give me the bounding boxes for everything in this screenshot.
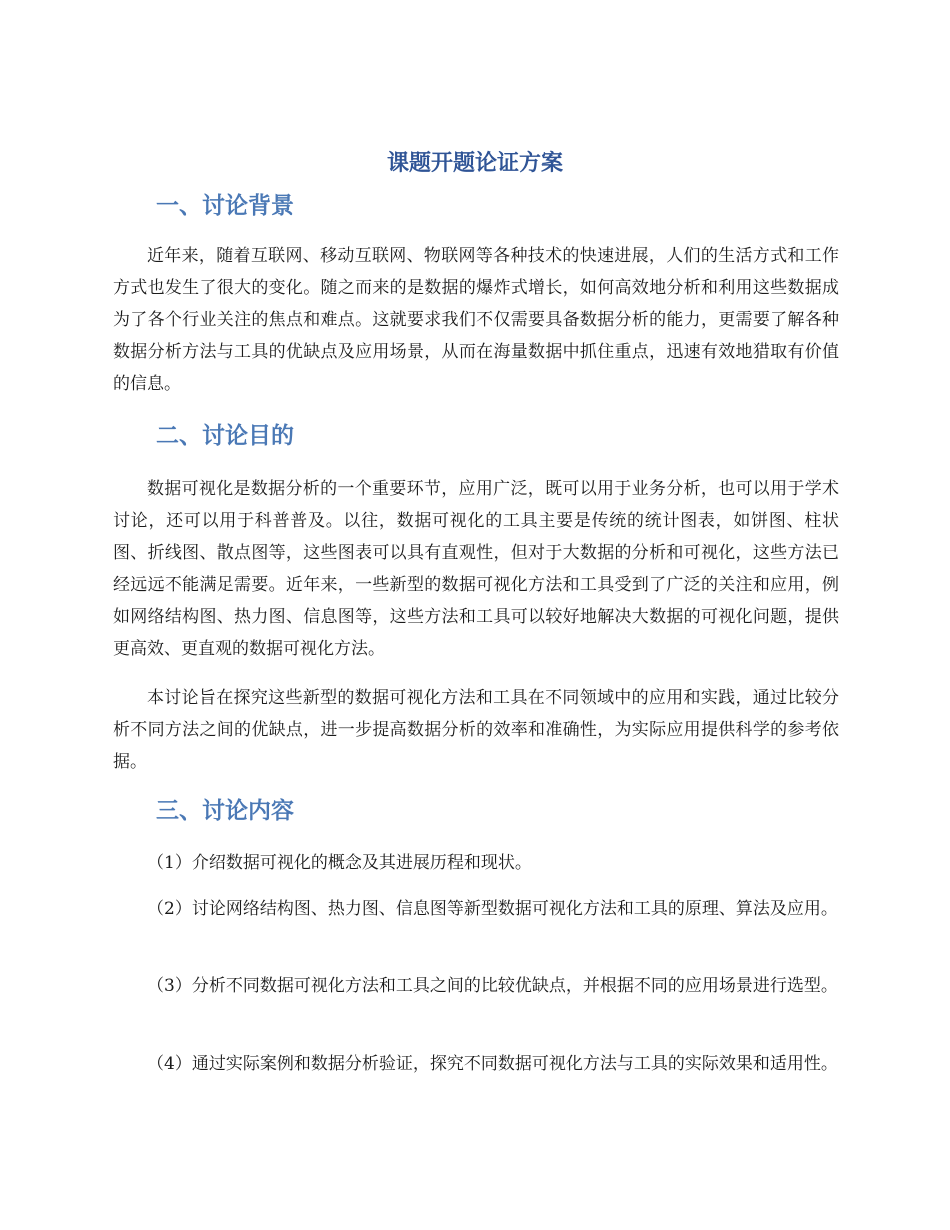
page-title: 课题开题论证方案 — [386, 151, 563, 176]
section-heading-content: 三、讨论内容 — [156, 798, 294, 824]
purpose-paragraph-1: 数据可视化是数据分析的一个重要环节，应用广泛，既可以用于业务分析，也可以用于学术讨论，还可以用于科普普及。以往，数据可视化的工具主要是传统的统计图表，如饼图、柱状图、折线图、散点图等，这些图表可以具有直观性，但对于大数据的分析和可视化，这些方法已经远远不能满足需要。近年来，一些新型的数据可视化方法和工具受到了广泛的关注和应用，例如网络结构图、热力图、信息图等，这些方法和工具可以较好地解决大数据的可视化问题，提供更高效、更直观的数据可视化方法。 — [113, 479, 839, 659]
background-paragraph: 近年来，随着互联网、移动互联网、物联网等各种技术的快速进展，人们的生活方式和工作方式也发生了很大的变化。随之而来的是数据的爆炸式增长，如何高效地分析和利用这些数据成为了各个行业关注的焦点和难点。这就要求我们不仅需要具备数据分析的能力，更需要了解各种数据分析方法与工具的优缺点及应用场景，从而在海量数据中抓住重点，迅速有效地猎取有价值的信息。 — [113, 246, 839, 394]
content-item-1: （1）介绍数据可视化的概念及其进展历程和现状。 — [147, 853, 532, 873]
content-item-2: （2）讨论网络结构图、热力图、信息图等新型数据可视化方法和工具的原理、算法及应用。 — [147, 899, 838, 919]
content-item-3: （3）分析不同数据可视化方法和工具之间的比较优缺点，并根据不同的应用场景进行选型。 — [147, 976, 838, 996]
content-item-4: （4）通过实际案例和数据分析验证，探究不同数据可视化方法与工具的实际效果和适用性。 — [147, 1054, 838, 1074]
section-heading-background: 一、讨论背景 — [156, 193, 294, 219]
section-heading-purpose: 二、讨论目的 — [156, 423, 294, 449]
purpose-paragraph-2: 本讨论旨在探究这些新型的数据可视化方法和工具在不同领域中的应用和实践，通过比较分析不同方法之间的优缺点，进一步提高数据分析的效率和准确性，为实际应用提供科学的参考依据。 — [113, 688, 839, 772]
